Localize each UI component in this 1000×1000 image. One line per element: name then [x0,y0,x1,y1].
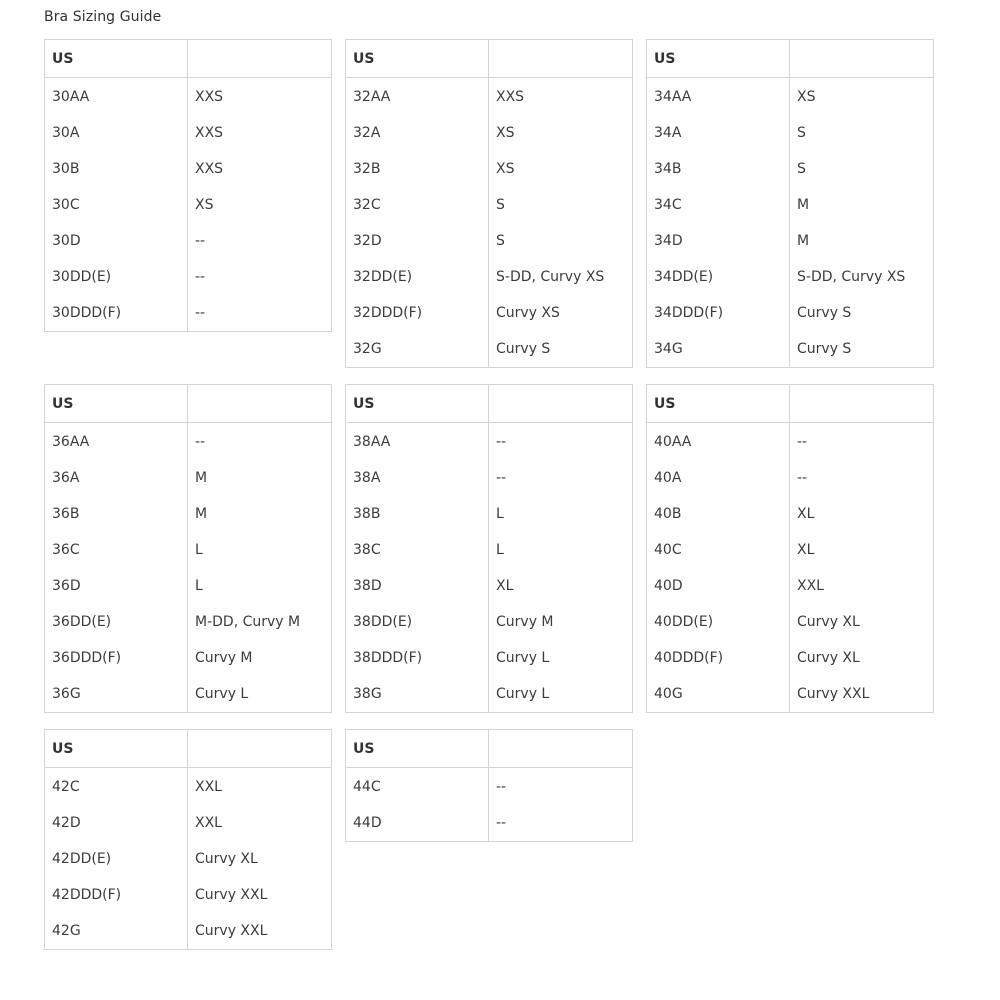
store-size-cell: XXS [188,151,332,187]
table-row [346,532,633,568]
table-row [647,676,934,713]
table-row [647,295,934,331]
us-size-cell: 36A [45,460,188,496]
store-size-cell: XXS [188,78,332,116]
us-size-cell: 42DDD(F) [45,877,188,913]
us-size-cell: 40DDD(F) [647,640,790,676]
table-row [45,532,332,568]
table-row [45,640,332,676]
table-row [346,295,633,331]
store-size-cell: Curvy S [489,331,633,368]
store-size-cell: XXS [489,78,633,116]
column-header-size [790,385,934,423]
us-size-cell: 40G [647,676,790,713]
column-header-us: US [45,730,188,768]
table-row [45,223,332,259]
size-table [345,384,633,713]
column-header-us: US [45,385,188,423]
us-size-cell: 34C [647,187,790,223]
table-header-row [647,40,934,78]
table-row [647,187,934,223]
us-size-cell: 30A [45,115,188,151]
us-size-cell: 32DDD(F) [346,295,489,331]
store-size-cell: Curvy XXL [188,877,332,913]
us-size-cell: 36D [45,568,188,604]
store-size-cell: S-DD, Curvy XS [489,259,633,295]
table-row [45,496,332,532]
column-header-size [188,385,332,423]
table-row [647,331,934,368]
us-size-cell: 38A [346,460,489,496]
size-table [345,729,633,842]
size-table [44,39,332,332]
us-size-cell: 42C [45,768,188,806]
size-table [646,384,934,713]
store-size-cell: XXL [188,805,332,841]
table-header-row [346,730,633,768]
table-row [647,259,934,295]
us-size-cell: 36DD(E) [45,604,188,640]
column-header-us: US [647,40,790,78]
table-row [647,115,934,151]
us-size-cell: 36B [45,496,188,532]
column-header-us: US [346,385,489,423]
us-size-cell: 44C [346,768,489,806]
us-size-cell: 34B [647,151,790,187]
store-size-cell: S [790,151,934,187]
table-row [346,805,633,842]
size-table [44,384,332,713]
us-size-cell: 34D [647,223,790,259]
store-size-cell: Curvy XL [790,640,934,676]
table-row [45,259,332,295]
column-header-us: US [45,40,188,78]
store-size-cell: XL [790,496,934,532]
store-size-cell: XS [489,115,633,151]
us-size-cell: 40AA [647,423,790,461]
store-size-cell: Curvy L [489,676,633,713]
store-size-cell: Curvy XL [790,604,934,640]
table-row [647,532,934,568]
us-size-cell: 40D [647,568,790,604]
us-size-cell: 30D [45,223,188,259]
us-size-cell: 32A [346,115,489,151]
store-size-cell: L [489,496,633,532]
us-size-cell: 38G [346,676,489,713]
store-size-cell: -- [188,223,332,259]
us-size-cell: 36AA [45,423,188,461]
us-size-cell: 32B [346,151,489,187]
us-size-cell: 40C [647,532,790,568]
store-size-cell: -- [790,423,934,461]
us-size-cell: 32DD(E) [346,259,489,295]
table-row [45,295,332,332]
table-row [346,259,633,295]
store-size-cell: S-DD, Curvy XS [790,259,934,295]
table-row [45,805,332,841]
us-size-cell: 32AA [346,78,489,116]
table-row [45,877,332,913]
column-header-us: US [647,385,790,423]
table-row [647,460,934,496]
store-size-cell: M [790,223,934,259]
us-size-cell: 40B [647,496,790,532]
store-size-cell: -- [489,460,633,496]
table-row [647,496,934,532]
us-size-cell: 36C [45,532,188,568]
us-size-cell: 32D [346,223,489,259]
us-size-cell: 30DD(E) [45,259,188,295]
store-size-cell: XL [790,532,934,568]
us-size-cell: 42G [45,913,188,950]
table-row [45,151,332,187]
page-title: Bra Sizing Guide [44,9,162,25]
table-row [346,640,633,676]
column-header-size [489,385,633,423]
table-row [45,841,332,877]
table-header-row [346,385,633,423]
store-size-cell: S [489,187,633,223]
table-row [346,78,633,116]
table-row [647,640,934,676]
column-header-size [188,730,332,768]
store-size-cell: -- [489,768,633,806]
table-row [346,223,633,259]
store-size-cell: M [188,496,332,532]
column-header-size [489,40,633,78]
us-size-cell: 38B [346,496,489,532]
table-row [45,460,332,496]
table-row [346,460,633,496]
table-row [647,223,934,259]
us-size-cell: 30B [45,151,188,187]
us-size-cell: 42D [45,805,188,841]
us-size-cell: 34DDD(F) [647,295,790,331]
table-header-row [647,385,934,423]
table-header-row [346,40,633,78]
table-header-row [45,40,332,78]
store-size-cell: Curvy M [188,640,332,676]
store-size-cell: Curvy XXL [188,913,332,950]
us-size-cell: 36DDD(F) [45,640,188,676]
us-size-cell: 34AA [647,78,790,116]
table-row [346,768,633,806]
us-size-cell: 34DD(E) [647,259,790,295]
us-size-cell: 38D [346,568,489,604]
store-size-cell: XS [790,78,934,116]
table-header-row [45,385,332,423]
store-size-cell: M [790,187,934,223]
column-header-size [188,40,332,78]
table-row [346,568,633,604]
table-row [346,423,633,461]
us-size-cell: 44D [346,805,489,842]
store-size-cell: Curvy S [790,331,934,368]
table-row [647,604,934,640]
us-size-cell: 32C [346,187,489,223]
table-row [647,568,934,604]
table-row [45,768,332,806]
table-row [346,604,633,640]
us-size-cell: 38DD(E) [346,604,489,640]
us-size-cell: 40DD(E) [647,604,790,640]
store-size-cell: XL [489,568,633,604]
us-size-cell: 40A [647,460,790,496]
store-size-cell: Curvy XXL [790,676,934,713]
store-size-cell: Curvy M [489,604,633,640]
table-row [45,187,332,223]
store-size-cell: L [489,532,633,568]
us-size-cell: 32G [346,331,489,368]
store-size-cell: XXL [188,768,332,806]
store-size-cell: S [489,223,633,259]
store-size-cell: XS [489,151,633,187]
store-size-cell: Curvy L [489,640,633,676]
store-size-cell: XS [188,187,332,223]
store-size-cell: -- [188,295,332,332]
us-size-cell: 30AA [45,78,188,116]
store-size-cell: Curvy S [790,295,934,331]
column-header-size [790,40,934,78]
size-table [345,39,633,368]
us-size-cell: 42DD(E) [45,841,188,877]
store-size-cell: Curvy XL [188,841,332,877]
store-size-cell: M-DD, Curvy M [188,604,332,640]
table-row [45,913,332,950]
table-row [647,151,934,187]
table-header-row [45,730,332,768]
column-header-us: US [346,730,489,768]
store-size-cell: -- [188,259,332,295]
us-size-cell: 36G [45,676,188,713]
store-size-cell: Curvy L [188,676,332,713]
store-size-cell: -- [489,805,633,842]
table-row [45,78,332,116]
table-row [45,676,332,713]
us-size-cell: 38DDD(F) [346,640,489,676]
table-row [647,423,934,461]
store-size-cell: -- [790,460,934,496]
us-size-cell: 34A [647,115,790,151]
size-table [44,729,332,950]
table-row [45,423,332,461]
column-header-us: US [346,40,489,78]
us-size-cell: 30DDD(F) [45,295,188,332]
table-row [647,78,934,116]
table-row [346,151,633,187]
store-size-cell: XXS [188,115,332,151]
table-row [346,187,633,223]
table-row [45,604,332,640]
table-row [346,496,633,532]
table-row [346,331,633,368]
store-size-cell: Curvy XS [489,295,633,331]
store-size-cell: -- [489,423,633,461]
us-size-cell: 30C [45,187,188,223]
table-row [45,568,332,604]
store-size-cell: XXL [790,568,934,604]
us-size-cell: 38C [346,532,489,568]
store-size-cell: L [188,568,332,604]
us-size-cell: 38AA [346,423,489,461]
store-size-cell: S [790,115,934,151]
store-size-cell: M [188,460,332,496]
size-table [646,39,934,368]
table-row [346,676,633,713]
table-row [346,115,633,151]
column-header-size [489,730,633,768]
store-size-cell: -- [188,423,332,461]
store-size-cell: L [188,532,332,568]
us-size-cell: 34G [647,331,790,368]
table-row [45,115,332,151]
